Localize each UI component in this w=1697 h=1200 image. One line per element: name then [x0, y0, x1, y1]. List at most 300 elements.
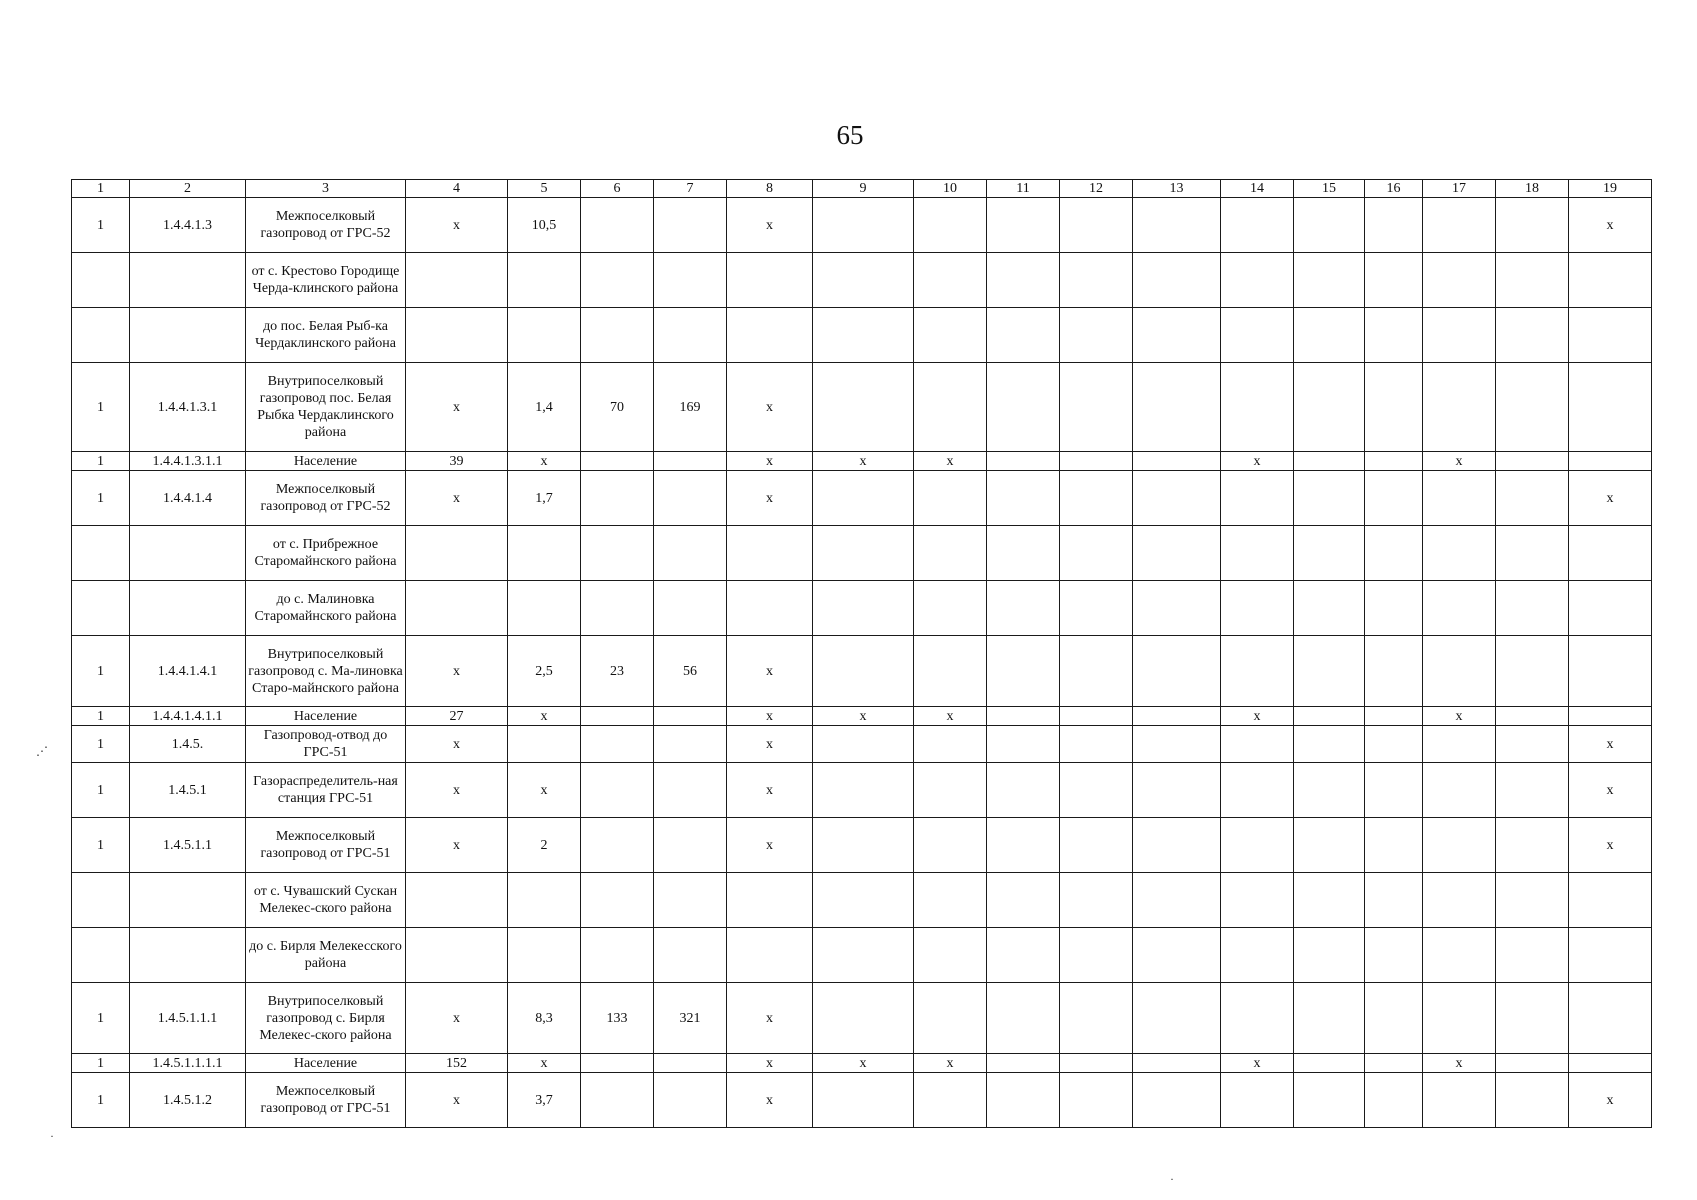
table-cell-col-13: [1133, 763, 1221, 818]
table-cell-col-16: [1365, 308, 1423, 363]
table-cell-col-19: [1569, 452, 1652, 471]
table-cell-col-5: [508, 928, 581, 983]
table-cell-col-17: [1423, 636, 1496, 707]
table-cell-col-18: [1496, 818, 1569, 873]
table-cell-col-11: [987, 707, 1060, 726]
table-cell-col-8: [727, 581, 813, 636]
table-cell-col-3: Население: [246, 1054, 406, 1073]
table-cell-col-2: 1.4.5.1.1.1.1: [130, 1054, 246, 1073]
table-cell-col-13: [1133, 471, 1221, 526]
table-cell-col-17: [1423, 253, 1496, 308]
table-cell-col-15: [1294, 763, 1365, 818]
table-cell-col-6: 133: [581, 983, 654, 1054]
table-cell-col-5: [508, 308, 581, 363]
table-cell-col-10: [914, 581, 987, 636]
table-cell-col-9: [813, 581, 914, 636]
table-cell-col-6: [581, 873, 654, 928]
table-cell-col-15: [1294, 526, 1365, 581]
table-cell-col-11: [987, 983, 1060, 1054]
table-cell-col-14: [1221, 1073, 1294, 1128]
table-cell-col-10: [914, 818, 987, 873]
table-cell-col-3: Внутрипоселковый газопровод пос. Белая Рыбка Чердаклинского района: [246, 363, 406, 452]
table-row: [72, 818, 1652, 873]
table-cell-col-10: x: [914, 707, 987, 726]
table-row: [72, 726, 1652, 763]
scan-mark: ⋰: [36, 744, 48, 758]
table-cell-col-5: x: [508, 452, 581, 471]
table-cell-col-2: 1.4.5.1.1.1: [130, 983, 246, 1054]
table-cell-col-15: [1294, 1073, 1365, 1128]
table-cell-col-17: [1423, 526, 1496, 581]
table-cell-col-8: x: [727, 471, 813, 526]
table-cell-col-10: [914, 873, 987, 928]
table-cell-col-13: [1133, 1054, 1221, 1073]
table-cell-col-6: [581, 308, 654, 363]
table-row: [72, 308, 1652, 363]
table-cell-col-2: 1.4.4.1.4.1: [130, 636, 246, 707]
table-cell-col-7: [654, 253, 727, 308]
table-cell-col-9: x: [813, 707, 914, 726]
header-cell-col-11: 11: [987, 180, 1060, 198]
table-cell-col-11: [987, 308, 1060, 363]
table-cell-col-12: [1060, 873, 1133, 928]
table-cell-col-9: [813, 763, 914, 818]
table-cell-col-3: Межпоселковый газопровод от ГРС-51: [246, 1073, 406, 1128]
table-cell-col-10: [914, 198, 987, 253]
table-cell-col-15: [1294, 983, 1365, 1054]
table-cell-col-7: 169: [654, 363, 727, 452]
table-cell-col-2: 1.4.4.1.3.1.1: [130, 452, 246, 471]
table-cell-col-1: 1: [72, 198, 130, 253]
table-cell-col-16: [1365, 198, 1423, 253]
table-cell-col-19: x: [1569, 198, 1652, 253]
table-cell-col-18: [1496, 526, 1569, 581]
table-cell-col-8: x: [727, 198, 813, 253]
table-cell-col-12: [1060, 198, 1133, 253]
table-cell-col-15: [1294, 707, 1365, 726]
table-cell-col-19: [1569, 308, 1652, 363]
table-cell-col-17: [1423, 983, 1496, 1054]
table-cell-col-18: [1496, 452, 1569, 471]
header-cell-col-1: 1: [72, 180, 130, 198]
scan-mark: ·: [50, 1129, 54, 1143]
table-cell-col-17: [1423, 763, 1496, 818]
table-cell-col-15: [1294, 452, 1365, 471]
table-cell-col-16: [1365, 253, 1423, 308]
table-row: [72, 928, 1652, 983]
table-cell-col-10: [914, 763, 987, 818]
table-cell-col-11: [987, 1054, 1060, 1073]
table-cell-col-13: [1133, 581, 1221, 636]
table-cell-col-1: 1: [72, 818, 130, 873]
table-cell-col-6: [581, 818, 654, 873]
table-cell-col-14: [1221, 471, 1294, 526]
table-cell-col-16: [1365, 873, 1423, 928]
table-cell-col-18: [1496, 1054, 1569, 1073]
table-cell-col-19: x: [1569, 726, 1652, 763]
table-cell-col-14: [1221, 308, 1294, 363]
table-cell-col-8: x: [727, 1054, 813, 1073]
table-cell-col-6: [581, 253, 654, 308]
table-cell-col-2: 1.4.4.1.4.1.1: [130, 707, 246, 726]
table-row: [72, 253, 1652, 308]
table-cell-col-12: [1060, 763, 1133, 818]
table-cell-col-11: [987, 198, 1060, 253]
table-cell-col-9: [813, 726, 914, 763]
table-cell-col-13: [1133, 983, 1221, 1054]
table-cell-col-8: x: [727, 726, 813, 763]
table-cell-col-16: [1365, 726, 1423, 763]
table-cell-col-17: [1423, 581, 1496, 636]
table-cell-col-1: [72, 873, 130, 928]
table-cell-col-16: [1365, 1073, 1423, 1128]
table-cell-col-9: [813, 1073, 914, 1128]
table-cell-col-1: 1: [72, 363, 130, 452]
table-cell-col-18: [1496, 763, 1569, 818]
table-cell-col-16: [1365, 636, 1423, 707]
table-cell-col-16: [1365, 363, 1423, 452]
table-cell-col-14: [1221, 983, 1294, 1054]
table-cell-col-8: [727, 253, 813, 308]
table-cell-col-2: 1.4.4.1.4: [130, 471, 246, 526]
header-cell-col-5: 5: [508, 180, 581, 198]
table-cell-col-6: [581, 198, 654, 253]
table-cell-col-11: [987, 526, 1060, 581]
table-cell-col-12: [1060, 253, 1133, 308]
table-cell-col-11: [987, 873, 1060, 928]
table-cell-col-3: до с. Бирля Мелекесского района: [246, 928, 406, 983]
header-cell-col-16: 16: [1365, 180, 1423, 198]
table-cell-col-7: [654, 1054, 727, 1073]
table-cell-col-4: 27: [406, 707, 508, 726]
table-cell-col-4: x: [406, 471, 508, 526]
table-cell-col-18: [1496, 928, 1569, 983]
table-row: [72, 983, 1652, 1054]
table-row: [72, 363, 1652, 452]
table-cell-col-5: [508, 873, 581, 928]
table-cell-col-19: x: [1569, 763, 1652, 818]
table-cell-col-14: x: [1221, 1054, 1294, 1073]
table-cell-col-14: [1221, 873, 1294, 928]
table-cell-col-7: [654, 308, 727, 363]
table-cell-col-12: [1060, 452, 1133, 471]
table-cell-col-7: [654, 1073, 727, 1128]
table-cell-col-18: [1496, 726, 1569, 763]
table-cell-col-15: [1294, 636, 1365, 707]
table-cell-col-7: [654, 526, 727, 581]
table-cell-col-1: [72, 253, 130, 308]
table-cell-col-17: [1423, 471, 1496, 526]
table-cell-col-15: [1294, 818, 1365, 873]
table-cell-col-19: [1569, 707, 1652, 726]
table-cell-col-15: [1294, 363, 1365, 452]
table-cell-col-17: x: [1423, 707, 1496, 726]
table-cell-col-8: x: [727, 763, 813, 818]
table-cell-col-5: [508, 726, 581, 763]
table-cell-col-8: x: [727, 452, 813, 471]
table-cell-col-12: [1060, 726, 1133, 763]
table-cell-col-9: [813, 363, 914, 452]
table-cell-col-5: 3,7: [508, 1073, 581, 1128]
table-cell-col-17: [1423, 928, 1496, 983]
table-cell-col-18: [1496, 983, 1569, 1054]
table-cell-col-5: x: [508, 763, 581, 818]
table-cell-col-7: [654, 581, 727, 636]
table-cell-col-8: x: [727, 1073, 813, 1128]
table-cell-col-11: [987, 471, 1060, 526]
table-cell-col-3: Газораспределитель-ная станция ГРС-51: [246, 763, 406, 818]
table-cell-col-16: [1365, 928, 1423, 983]
table-cell-col-3: Межпоселковый газопровод от ГРС-51: [246, 818, 406, 873]
header-cell-col-4: 4: [406, 180, 508, 198]
table-cell-col-2: [130, 873, 246, 928]
table-row: [72, 526, 1652, 581]
table-cell-col-19: [1569, 873, 1652, 928]
table-cell-col-8: [727, 873, 813, 928]
table-cell-col-4: [406, 526, 508, 581]
table-cell-col-10: x: [914, 452, 987, 471]
table-cell-col-2: [130, 526, 246, 581]
table-cell-col-13: [1133, 308, 1221, 363]
table-cell-col-13: [1133, 526, 1221, 581]
table-cell-col-19: [1569, 636, 1652, 707]
table-cell-col-19: [1569, 1054, 1652, 1073]
table-cell-col-15: [1294, 253, 1365, 308]
table-cell-col-5: 2,5: [508, 636, 581, 707]
table-cell-col-3: до с. Малиновка Старомайнского района: [246, 581, 406, 636]
table-cell-col-18: [1496, 873, 1569, 928]
table-cell-col-12: [1060, 983, 1133, 1054]
table-cell-col-18: [1496, 363, 1569, 452]
table-cell-col-10: [914, 308, 987, 363]
table-cell-col-4: 39: [406, 452, 508, 471]
table-cell-col-9: x: [813, 452, 914, 471]
table-cell-col-14: x: [1221, 452, 1294, 471]
table-row: [72, 763, 1652, 818]
table-cell-col-4: 152: [406, 1054, 508, 1073]
table-cell-col-8: x: [727, 636, 813, 707]
table-cell-col-9: [813, 818, 914, 873]
table-cell-col-1: [72, 928, 130, 983]
table-cell-col-4: x: [406, 818, 508, 873]
table-cell-col-11: [987, 452, 1060, 471]
table-cell-col-18: [1496, 471, 1569, 526]
table-cell-col-6: [581, 707, 654, 726]
table-cell-col-7: [654, 873, 727, 928]
table-cell-col-6: [581, 763, 654, 818]
table-cell-col-17: [1423, 1073, 1496, 1128]
table-cell-col-17: [1423, 818, 1496, 873]
table-cell-col-5: [508, 526, 581, 581]
table-cell-col-2: 1.4.4.1.3: [130, 198, 246, 253]
header-cell-col-6: 6: [581, 180, 654, 198]
table-cell-col-7: [654, 198, 727, 253]
table-cell-col-1: 1: [72, 707, 130, 726]
header-cell-col-14: 14: [1221, 180, 1294, 198]
table-cell-col-7: 56: [654, 636, 727, 707]
table-cell-col-16: [1365, 452, 1423, 471]
table-cell-col-16: [1365, 763, 1423, 818]
table-cell-col-5: x: [508, 707, 581, 726]
table-row: [72, 198, 1652, 253]
table-cell-col-19: x: [1569, 818, 1652, 873]
scan-mark: ·: [1170, 1172, 1174, 1186]
data-table: [71, 179, 1652, 1128]
table-cell-col-6: [581, 726, 654, 763]
table-cell-col-7: [654, 726, 727, 763]
table-cell-col-15: [1294, 873, 1365, 928]
table-cell-col-2: [130, 308, 246, 363]
table-cell-col-2: 1.4.5.1.2: [130, 1073, 246, 1128]
table-cell-col-1: 1: [72, 726, 130, 763]
table-cell-col-6: [581, 452, 654, 471]
table-cell-col-16: [1365, 581, 1423, 636]
table-cell-col-14: [1221, 363, 1294, 452]
table-cell-col-12: [1060, 308, 1133, 363]
table-cell-col-16: [1365, 983, 1423, 1054]
table-cell-col-2: [130, 928, 246, 983]
table-cell-col-8: x: [727, 363, 813, 452]
table-cell-col-10: x: [914, 1054, 987, 1073]
table-cell-col-15: [1294, 198, 1365, 253]
table-cell-col-16: [1365, 1054, 1423, 1073]
table-cell-col-12: [1060, 581, 1133, 636]
table-row: [72, 707, 1652, 726]
table-cell-col-5: x: [508, 1054, 581, 1073]
table-row: [72, 581, 1652, 636]
header-cell-col-18: 18: [1496, 180, 1569, 198]
table-cell-col-12: [1060, 707, 1133, 726]
table-cell-col-11: [987, 763, 1060, 818]
table-header-row: [72, 180, 1652, 198]
table-cell-col-17: [1423, 308, 1496, 363]
table-cell-col-1: 1: [72, 1054, 130, 1073]
table-cell-col-5: 8,3: [508, 983, 581, 1054]
data-table-container: [71, 179, 1651, 1128]
table-cell-col-13: [1133, 253, 1221, 308]
table-cell-col-1: 1: [72, 452, 130, 471]
table-cell-col-7: [654, 707, 727, 726]
table-cell-col-2: 1.4.5.1.1: [130, 818, 246, 873]
table-cell-col-10: [914, 1073, 987, 1128]
table-cell-col-19: x: [1569, 471, 1652, 526]
header-cell-col-19: 19: [1569, 180, 1652, 198]
table-cell-col-14: [1221, 636, 1294, 707]
table-row: [72, 1073, 1652, 1128]
table-cell-col-5: [508, 581, 581, 636]
table-cell-col-11: [987, 253, 1060, 308]
table-cell-col-9: [813, 928, 914, 983]
table-cell-col-13: [1133, 818, 1221, 873]
table-cell-col-8: x: [727, 818, 813, 873]
table-cell-col-16: [1365, 471, 1423, 526]
table-cell-col-18: [1496, 198, 1569, 253]
table-cell-col-11: [987, 581, 1060, 636]
table-cell-col-13: [1133, 707, 1221, 726]
table-cell-col-13: [1133, 928, 1221, 983]
table-cell-col-15: [1294, 308, 1365, 363]
table-cell-col-4: [406, 581, 508, 636]
table-cell-col-14: [1221, 526, 1294, 581]
table-cell-col-10: [914, 253, 987, 308]
header-cell-col-13: 13: [1133, 180, 1221, 198]
table-cell-col-11: [987, 818, 1060, 873]
table-cell-col-18: [1496, 636, 1569, 707]
table-cell-col-13: [1133, 726, 1221, 763]
table-cell-col-3: Население: [246, 452, 406, 471]
table-cell-col-6: [581, 471, 654, 526]
table-cell-col-9: [813, 873, 914, 928]
table-cell-col-8: x: [727, 707, 813, 726]
table-cell-col-7: [654, 763, 727, 818]
table-cell-col-14: x: [1221, 707, 1294, 726]
table-cell-col-11: [987, 363, 1060, 452]
table-cell-col-15: [1294, 726, 1365, 763]
table-cell-col-6: [581, 581, 654, 636]
table-cell-col-14: [1221, 581, 1294, 636]
table-cell-col-3: Газопровод-отвод до ГРС-51: [246, 726, 406, 763]
table-cell-col-3: Внутрипоселковый газопровод с. Бирля Мелекес-ского района: [246, 983, 406, 1054]
table-cell-col-14: [1221, 928, 1294, 983]
header-cell-col-9: 9: [813, 180, 914, 198]
table-cell-col-17: [1423, 726, 1496, 763]
table-cell-col-4: x: [406, 198, 508, 253]
header-cell-col-8: 8: [727, 180, 813, 198]
table-cell-col-4: x: [406, 636, 508, 707]
table-cell-col-6: 70: [581, 363, 654, 452]
table-cell-col-8: [727, 928, 813, 983]
table-cell-col-4: [406, 308, 508, 363]
table-cell-col-1: 1: [72, 763, 130, 818]
table-row: [72, 1054, 1652, 1073]
table-cell-col-14: [1221, 818, 1294, 873]
table-cell-col-2: [130, 581, 246, 636]
header-cell-col-2: 2: [130, 180, 246, 198]
table-cell-col-18: [1496, 581, 1569, 636]
table-cell-col-17: [1423, 873, 1496, 928]
table-cell-col-6: [581, 1054, 654, 1073]
table-cell-col-7: [654, 818, 727, 873]
table-cell-col-4: [406, 873, 508, 928]
table-row: [72, 471, 1652, 526]
table-cell-col-13: [1133, 636, 1221, 707]
table-cell-col-17: [1423, 363, 1496, 452]
table-cell-col-14: [1221, 763, 1294, 818]
table-cell-col-15: [1294, 1054, 1365, 1073]
table-row: [72, 452, 1652, 471]
table-cell-col-3: от с. Чувашский Сускан Мелекес-ского района: [246, 873, 406, 928]
table-cell-col-19: [1569, 253, 1652, 308]
table-row: [72, 636, 1652, 707]
table-cell-col-10: [914, 726, 987, 763]
table-cell-col-12: [1060, 928, 1133, 983]
table-cell-col-16: [1365, 526, 1423, 581]
table-cell-col-15: [1294, 581, 1365, 636]
table-cell-col-11: [987, 928, 1060, 983]
table-cell-col-3: до пос. Белая Рыб-ка Чердаклинского района: [246, 308, 406, 363]
table-cell-col-12: [1060, 526, 1133, 581]
table-cell-col-10: [914, 526, 987, 581]
table-cell-col-19: [1569, 363, 1652, 452]
table-cell-col-2: 1.4.5.: [130, 726, 246, 763]
table-cell-col-9: [813, 198, 914, 253]
table-cell-col-9: [813, 526, 914, 581]
table-cell-col-1: 1: [72, 1073, 130, 1128]
table-cell-col-6: 23: [581, 636, 654, 707]
table-cell-col-12: [1060, 636, 1133, 707]
table-cell-col-4: x: [406, 763, 508, 818]
table-cell-col-10: [914, 471, 987, 526]
